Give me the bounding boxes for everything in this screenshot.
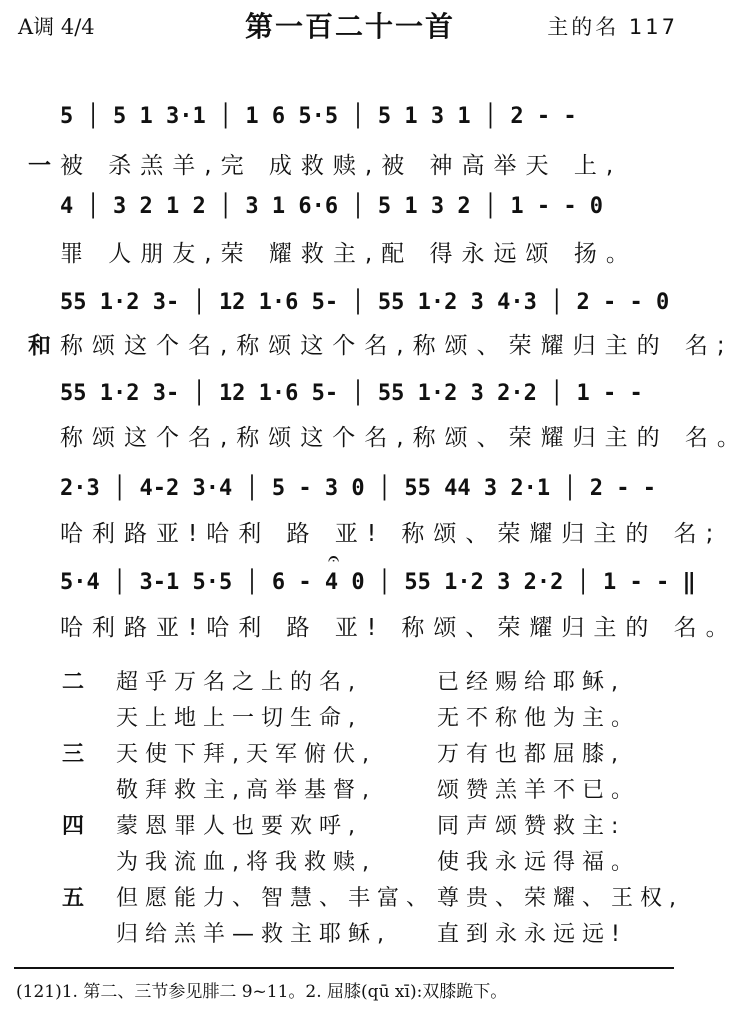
verse-text-right: 无不称他为主。 bbox=[437, 706, 641, 731]
fermata-icon: 𝄐 bbox=[328, 546, 340, 570]
lyrics-line: 哈利路亚!哈利 路 亚! 称颂、荣耀归主的 名。 bbox=[60, 615, 738, 641]
footnote: (121)1. 第二、三节参见腓二 9~11。2. 屈膝(qū xī):双膝跪下。 bbox=[16, 982, 508, 1002]
verse-text-left: 为我流血,将我救赎, bbox=[116, 850, 376, 875]
lyrics-line: 罪 人朋友,荣 耀救主,配 得永远颂 扬。 bbox=[60, 241, 638, 267]
verse-text-left: 但愿能力、智慧、丰富、 bbox=[116, 886, 436, 911]
verse-line bbox=[62, 702, 682, 736]
verse-number: 二 bbox=[62, 670, 85, 695]
verse-line bbox=[62, 846, 682, 880]
verse-line bbox=[62, 810, 682, 844]
verse-text-left: 天上地上一切生命, bbox=[116, 706, 362, 731]
verse-number: 五 bbox=[62, 886, 85, 911]
verse-text-left: 超乎万名之上的名, bbox=[116, 670, 362, 695]
verse-text-left: 敬拜救主,高举基督, bbox=[116, 778, 376, 803]
verse-line bbox=[62, 918, 682, 952]
notation-line: 5 │ 5 1 3·1 │ 1 6 5·5 │ 5 1 3 1 │ 2 - - bbox=[60, 104, 577, 129]
footnote-divider bbox=[14, 967, 674, 969]
verse-text-right: 同声颂赞救主: bbox=[437, 814, 626, 839]
notation-line: 55 1·2 3- │ 12 1·6 5- │ 55 1·2 3 2·2 │ 1 - - bbox=[60, 381, 643, 406]
notation-line: 55 1·2 3- │ 12 1·6 5- │ 55 1·2 3 4·3 │ 2 - - 0 bbox=[60, 290, 670, 315]
verse-text-right: 已经赐给耶稣, bbox=[437, 670, 625, 695]
hymn-reference: 主的名 117 bbox=[547, 15, 678, 39]
verse-label: 一 bbox=[28, 153, 51, 179]
verse-number: 三 bbox=[62, 742, 85, 767]
lyrics-line: 称颂这个名,称颂这个名,称颂、荣耀归主的 名。 bbox=[60, 425, 749, 451]
verse-text-left: 蒙恩罪人也要欢呼, bbox=[116, 814, 362, 839]
notation-line: 2·3 │ 4-2 3·4 │ 5 - 3 0 │ 55 44 3 2·1 │ 2 - - bbox=[60, 476, 657, 501]
verse-number: 四 bbox=[62, 814, 85, 839]
hymn-title: 第一百二十一首 bbox=[244, 10, 455, 43]
verse-text-right: 直到永永远远! bbox=[437, 922, 627, 947]
refrain-label: 和 bbox=[28, 333, 51, 359]
verse-line bbox=[62, 666, 682, 700]
notation-line: 4 │ 3 2 1 2 │ 3 1 6·6 │ 5 1 3 2 │ 1 - - 0 bbox=[60, 194, 604, 219]
lyrics-line: 哈利路亚!哈利 路 亚! 称颂、荣耀归主的 名; bbox=[60, 521, 723, 547]
verse-text-right: 颂赞羔羊不已。 bbox=[437, 778, 641, 803]
lyrics-line: 称颂这个名,称颂这个名,称颂、荣耀归主的 名; bbox=[60, 333, 734, 359]
notation-line: 5·4 │ 3-1 5·5 │ 6 - 4 0 │ 55 1·2 3 2·2 │ 1 - - ‖ bbox=[60, 570, 696, 595]
verse-text-right: 尊贵、荣耀、王权, bbox=[437, 886, 683, 911]
verse-line bbox=[62, 774, 682, 808]
lyrics-line: 被 杀羔羊,完 成救赎,被 神高举天 上, bbox=[60, 153, 623, 179]
verse-line bbox=[62, 882, 682, 916]
verse-line bbox=[62, 738, 682, 772]
verse-text-right: 使我永远得福。 bbox=[437, 850, 641, 875]
verse-text-left: 天使下拜,天军俯伏, bbox=[116, 742, 376, 767]
verse-text-right: 万有也都屈膝, bbox=[437, 742, 625, 767]
verse-text-left: 归给羔羊—救主耶稣, bbox=[116, 922, 391, 947]
key-signature: A调 4/4 bbox=[18, 15, 95, 39]
